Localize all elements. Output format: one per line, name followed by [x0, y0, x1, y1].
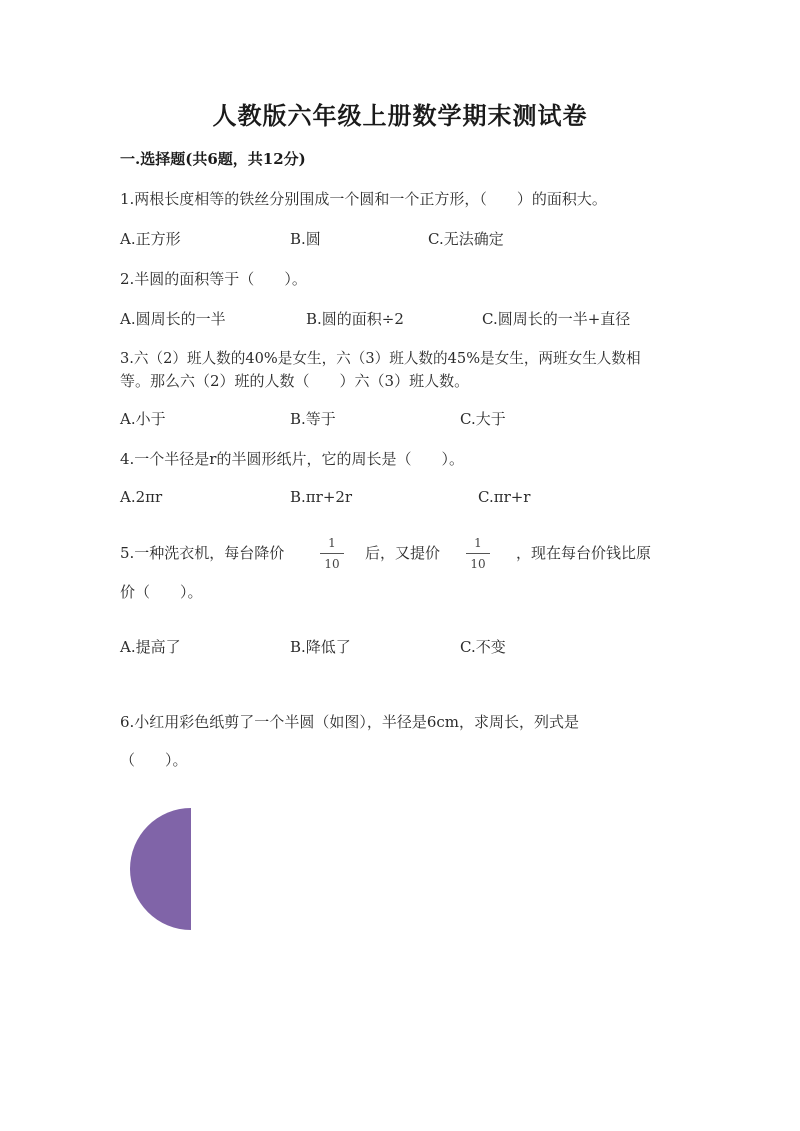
semicircle-figure	[128, 806, 194, 932]
q1-option-a: A.正方形	[120, 230, 181, 248]
question-5-part-1: 5.一种洗衣机，每台降价	[120, 544, 285, 562]
q1-option-b: B.圆	[290, 230, 321, 248]
q5-option-a: A.提高了	[120, 638, 181, 656]
fraction-numerator: 1	[328, 536, 336, 550]
question-2-text: 2.半圆的面积等于（ ）。	[120, 270, 307, 288]
fraction-bar	[466, 553, 490, 554]
q3-option-b: B.等于	[290, 410, 336, 428]
page-title: 人教版六年级上册数学期末测试卷	[212, 101, 588, 130]
q1-option-c: C.无法确定	[428, 230, 504, 248]
q2-option-c: C.圆周长的一半+直径	[482, 310, 631, 328]
semicircle-shape	[130, 808, 191, 930]
q5-option-b: B.降低了	[290, 638, 351, 656]
question-1-text: 1.两根长度相等的铁丝分别围成一个圆和一个正方形，（ ）的面积大。	[120, 190, 607, 208]
fraction-one-tenth-2	[466, 536, 490, 571]
q4-option-a: A.2πr	[120, 488, 163, 506]
question-5-part-3: ，现在每台价钱比原	[516, 544, 652, 562]
fraction-numerator: 1	[474, 536, 482, 550]
q2-option-a: A.圆周长的一半	[120, 310, 226, 328]
question-6-line-1: 6.小红用彩色纸剪了一个半圆（如图），半径是6cm，求周长，列式是	[120, 713, 579, 731]
question-3-line-2: 等。那么六（2）班的人数（ ）六（3）班人数。	[120, 372, 470, 390]
section-heading: 一.选择题(共6题，共12分)	[120, 150, 306, 168]
question-4-text: 4.一个半径是r的半圆形纸片，它的周长是（ ）。	[120, 450, 464, 468]
q2-option-b: B.圆的面积÷2	[306, 310, 404, 328]
fraction-denominator: 10	[324, 557, 340, 571]
question-6-line-2: （ ）。	[120, 751, 188, 769]
fraction-denominator: 10	[470, 557, 486, 571]
question-5-part-2: 后，又提价	[365, 544, 441, 562]
fraction-bar	[320, 553, 344, 554]
question-5-line-2: 价（ ）。	[120, 583, 203, 601]
question-3-line-1: 3.六（2）班人数的40%是女生，六（3）班人数的45%是女生，两班女生人数相	[120, 350, 641, 367]
q3-option-c: C.大于	[460, 410, 506, 428]
q4-option-c: C.πr+r	[478, 488, 531, 506]
q5-option-c: C.不变	[460, 638, 506, 656]
q3-option-a: A.小于	[120, 410, 166, 428]
q4-option-b: B.πr+2r	[290, 488, 353, 506]
fraction-one-tenth-1	[320, 536, 344, 571]
